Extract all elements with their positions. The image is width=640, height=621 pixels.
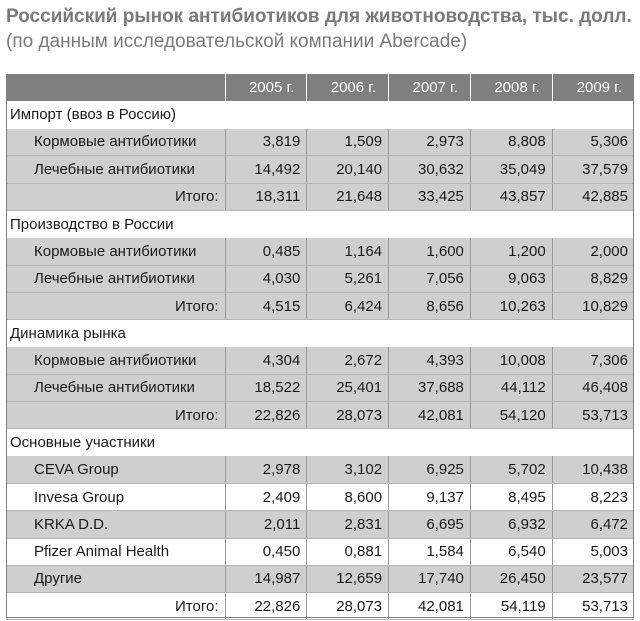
table-cell-value: 17,740 xyxy=(389,565,471,592)
section-heading-row xyxy=(6,320,634,347)
table-row xyxy=(6,374,634,401)
row-label: Другие xyxy=(6,565,225,592)
table-cell-value: 10,438 xyxy=(552,456,634,483)
table-cell-value: 3,819 xyxy=(225,129,307,156)
table-cell-value: 1,584 xyxy=(389,538,471,565)
table-title-bold: Российский рынок антибиотиков для животноводства, тыс. долл. xyxy=(6,6,632,27)
table-cell-value: 1,200 xyxy=(470,238,552,265)
table-cell-value: 30,632 xyxy=(389,156,471,183)
table-cell-value: 2,978 xyxy=(225,456,307,483)
table-cell-value: 0,485 xyxy=(225,238,307,265)
header-corner xyxy=(6,74,225,101)
table-row xyxy=(6,347,634,374)
table-cell-value: 2,000 xyxy=(552,238,634,265)
table-cell-value: 2,011 xyxy=(225,511,307,538)
table-cell-value: 8,223 xyxy=(552,483,634,510)
table-title-source: (по данным исследовательской компании Abercade) xyxy=(6,31,468,52)
table-cell-value: 42,885 xyxy=(552,183,634,210)
section-heading: Импорт (ввоз в Россию) xyxy=(6,101,634,128)
table-cell-value: 5,261 xyxy=(307,265,389,292)
table-cell-value: 53,713 xyxy=(552,593,634,620)
table-cell-value: 0,881 xyxy=(307,538,389,565)
table-cell-value: 28,073 xyxy=(307,402,389,429)
table-cell-value: 54,119 xyxy=(470,593,552,620)
table-cell-value: 1,509 xyxy=(307,129,389,156)
table-cell-value: 2,831 xyxy=(307,511,389,538)
row-label: Кормовые антибиотики xyxy=(6,238,225,265)
row-label: KRKA D.D. xyxy=(6,511,225,538)
table-row xyxy=(6,183,634,210)
table-cell-value: 10,829 xyxy=(552,292,634,319)
table-cell-value: 33,425 xyxy=(389,183,471,210)
table-cell-value: 21,648 xyxy=(307,183,389,210)
table-cell-value: 37,688 xyxy=(389,374,471,401)
table-cell-value: 18,311 xyxy=(225,183,307,210)
row-label: Pfizer Animal Health xyxy=(6,538,225,565)
table-cell-value: 5,003 xyxy=(552,538,634,565)
table-cell-value: 7,056 xyxy=(389,265,471,292)
table-cell-value: 25,401 xyxy=(307,374,389,401)
section-heading-row xyxy=(6,429,634,456)
table-body xyxy=(6,101,634,620)
table-cell-value: 12,659 xyxy=(307,565,389,592)
row-label: Кормовые антибиотики xyxy=(6,347,225,374)
table-cell-value: 1,600 xyxy=(389,238,471,265)
year-header: 2007 г. xyxy=(389,74,471,101)
section-heading: Основные участники xyxy=(6,429,634,456)
table-cell-value: 8,656 xyxy=(389,292,471,319)
table-cell-value: 42,081 xyxy=(389,402,471,429)
table-cell-value: 8,495 xyxy=(470,483,552,510)
table-cell-value: 6,925 xyxy=(389,456,471,483)
table-cell-value: 14,987 xyxy=(225,565,307,592)
table-cell-value: 6,932 xyxy=(470,511,552,538)
table-row xyxy=(6,156,634,183)
section-heading: Производство в России xyxy=(6,210,634,237)
table-row xyxy=(6,483,634,510)
row-label: Лечебные антибиотики xyxy=(6,265,225,292)
table-cell-value: 2,672 xyxy=(307,347,389,374)
table-cell-value: 22,826 xyxy=(225,593,307,620)
table-cell-value: 1,164 xyxy=(307,238,389,265)
table-cell-value: 10,008 xyxy=(470,347,552,374)
table-cell-value: 4,030 xyxy=(225,265,307,292)
row-label: Кормовые антибиотики xyxy=(6,129,225,156)
table-cell-value: 5,306 xyxy=(552,129,634,156)
table-cell-value: 0,450 xyxy=(225,538,307,565)
table-row xyxy=(6,511,634,538)
row-total-label: Итого: xyxy=(6,402,225,429)
table-cell-value: 26,450 xyxy=(470,565,552,592)
table-cell-value: 3,102 xyxy=(307,456,389,483)
table-cell-value: 6,472 xyxy=(552,511,634,538)
table-cell-value: 10,263 xyxy=(470,292,552,319)
header-row xyxy=(6,74,634,101)
row-label: Лечебные антибиотики xyxy=(6,374,225,401)
year-header: 2009 г. xyxy=(552,74,634,101)
table-cell-value: 46,408 xyxy=(552,374,634,401)
row-total-label: Итого: xyxy=(6,183,225,210)
section-heading-row xyxy=(6,210,634,237)
row-label: Invesa Group xyxy=(6,483,225,510)
table-cell-value: 9,063 xyxy=(470,265,552,292)
table-cell-value: 23,577 xyxy=(552,565,634,592)
table-row xyxy=(6,129,634,156)
table-cell-value: 8,829 xyxy=(552,265,634,292)
table-cell-value: 53,713 xyxy=(552,402,634,429)
table-cell-value: 14,492 xyxy=(225,156,307,183)
table-cell-value: 8,808 xyxy=(470,129,552,156)
table-cell-value: 37,579 xyxy=(552,156,634,183)
table-row xyxy=(6,292,634,319)
table-cell-value: 6,695 xyxy=(389,511,471,538)
table-row xyxy=(6,538,634,565)
table-title xyxy=(6,4,634,54)
table-cell-value: 20,140 xyxy=(307,156,389,183)
year-header: 2005 г. xyxy=(225,74,307,101)
table-row xyxy=(6,565,634,592)
table-row xyxy=(6,456,634,483)
section-heading-row xyxy=(6,101,634,128)
table-cell-value: 44,112 xyxy=(470,374,552,401)
table-cell-value: 5,702 xyxy=(470,456,552,483)
table-cell-value: 4,304 xyxy=(225,347,307,374)
table-cell-value: 35,049 xyxy=(470,156,552,183)
row-label: Лечебные антибиотики xyxy=(6,156,225,183)
row-total-label: Итого: xyxy=(6,292,225,319)
table-cell-value: 6,540 xyxy=(470,538,552,565)
table-cell-value: 4,393 xyxy=(389,347,471,374)
table-row xyxy=(6,265,634,292)
table-cell-value: 28,073 xyxy=(307,593,389,620)
table-cell-value: 9,137 xyxy=(389,483,471,510)
antibiotics-market-table xyxy=(6,74,634,620)
row-total-label: Итого: xyxy=(6,593,225,620)
table-cell-value: 43,857 xyxy=(470,183,552,210)
row-label: CEVA Group xyxy=(6,456,225,483)
table-cell-value: 2,973 xyxy=(389,129,471,156)
table-cell-value: 6,424 xyxy=(307,292,389,319)
table-row xyxy=(6,402,634,429)
table-cell-value: 2,409 xyxy=(225,483,307,510)
table-cell-value: 22,826 xyxy=(225,402,307,429)
table-cell-value: 4,515 xyxy=(225,292,307,319)
table-cell-value: 42,081 xyxy=(389,593,471,620)
table-cell-value: 18,522 xyxy=(225,374,307,401)
table-cell-value: 8,600 xyxy=(307,483,389,510)
table-cell-value: 54,120 xyxy=(470,402,552,429)
table-row xyxy=(6,238,634,265)
table-row xyxy=(6,593,634,620)
year-header: 2006 г. xyxy=(307,74,389,101)
section-heading: Динамика рынка xyxy=(6,320,634,347)
year-header: 2008 г. xyxy=(470,74,552,101)
table-cell-value: 7,306 xyxy=(552,347,634,374)
